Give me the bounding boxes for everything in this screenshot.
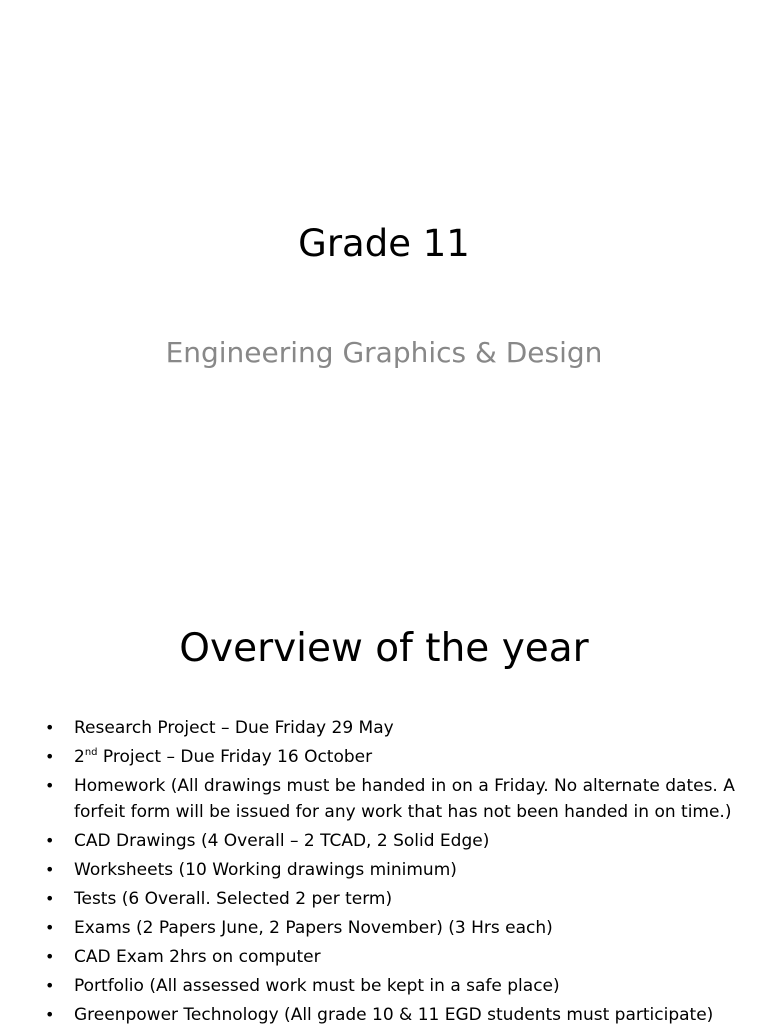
slide-1-title: Grade 11	[298, 222, 470, 265]
bullet-item	[45, 744, 738, 770]
bullet-icon: •	[45, 976, 55, 995]
overview-bullet-list	[45, 715, 738, 1024]
bullet-text: Tests (6 Overall. Selected 2 per term)	[74, 889, 393, 909]
bullet-text: Greenpower Technology (All grade 10 & 11 EGD students must participate)	[74, 1005, 714, 1024]
bullet-item	[45, 828, 738, 854]
bullet-item	[45, 715, 738, 741]
bullet-icon: •	[45, 718, 55, 737]
bullet-item	[45, 944, 738, 970]
bullet-icon: •	[45, 747, 55, 766]
bullet-text: Portfolio (All assessed work must be kept in a safe place)	[74, 976, 560, 996]
bullet-text: CAD Drawings (4 Overall – 2 TCAD, 2 Solid Edge)	[74, 831, 490, 851]
bullet-item	[45, 886, 738, 912]
bullet-text-prefix: 2	[74, 747, 85, 767]
slide-2-title: Overview of the year	[179, 626, 589, 671]
bullet-item	[45, 1002, 738, 1024]
bullet-item	[45, 973, 738, 999]
bullet-text: Worksheets (10 Working drawings minimum)	[74, 860, 457, 880]
bullet-text: Homework (All drawings must be handed in on a Friday. No alternate dates. A forfeit form will be issued for any work that has not been handed in on time.)	[74, 776, 735, 822]
bullet-text-superscript: nd	[84, 747, 98, 758]
bullet-text: Exams (2 Papers June, 2 Papers November) (3 Hrs each)	[74, 918, 553, 938]
bullet-item	[45, 915, 738, 941]
bullet-icon: •	[45, 947, 55, 966]
slide-1-subtitle: Engineering Graphics & Design	[165, 336, 603, 369]
bullet-text: Research Project – Due Friday 29 May	[74, 718, 394, 738]
bullet-icon: •	[45, 918, 55, 937]
bullet-icon: •	[45, 1005, 55, 1024]
bullet-item	[45, 857, 738, 883]
bullet-icon: •	[45, 860, 55, 879]
bullet-text: CAD Exam 2hrs on computer	[74, 947, 321, 967]
bullet-icon: •	[45, 831, 55, 850]
bullet-icon: •	[45, 776, 55, 795]
bullet-text-rest: Project – Due Friday 16 October	[97, 747, 373, 767]
bullet-item	[45, 773, 738, 825]
bullet-icon: •	[45, 889, 55, 908]
slide-overview	[0, 576, 768, 1024]
